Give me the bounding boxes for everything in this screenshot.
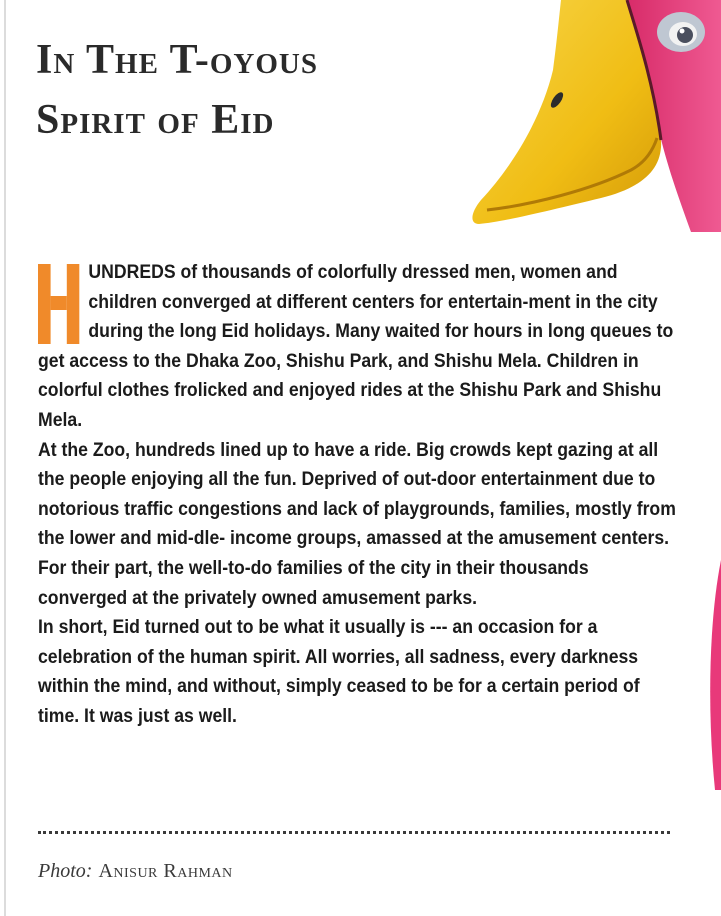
paragraph-1-lead: UNDREDS [88,261,176,283]
paragraph-1 [38,258,678,436]
dotted-divider [38,831,670,834]
headline-line-1: In The T-oyous [36,37,318,83]
drop-cap-letter-h [38,264,79,344]
duck-body-edge [707,560,721,790]
photo-credit [38,860,233,883]
headline-line-2: Spirit of Eid [36,97,275,143]
drop-cap [38,264,79,344]
article-body [38,258,678,732]
photo-credit-name: Anisur Rahman [98,860,233,882]
page-edge-rule [4,0,6,916]
paragraph-1-text: of thousands of colorfully dressed men, women and children converged at different centers for entertain-ment in the city during the long Eid holidays. Many waited for hours in long queues to get access to the Dhaka Zoo, Shishu Park, and Shishu Mela. Children in colorful clothes frolicked and enjoyed rides at the Shishu Park and Shishu Mela. [38,261,674,431]
paragraph-2: At the Zoo, hundreds lined up to have a ride. Big crowds kept gazing at all the people enjoying all the fun. Deprived of out-door entertainment due to notorious traffic congestions and lack of playgrounds, families, mostly from the lower and mid-dle- income groups, amassed at the amusement centers. For their part, the well-to-do families of the city in their thousands converged at the privately owned amusement parks. [38,438,676,609]
paragraph-3: In short, Eid turned out to be what it usually is --- an occasion for a celebration of the human spirit. All worries, all sadness, every darkness within the mind, and without, simply ceased to be for a certain period of time. It was just as well. [38,616,640,727]
duck-ride-photo [391,0,721,232]
photo-credit-label: Photo: [38,860,93,882]
